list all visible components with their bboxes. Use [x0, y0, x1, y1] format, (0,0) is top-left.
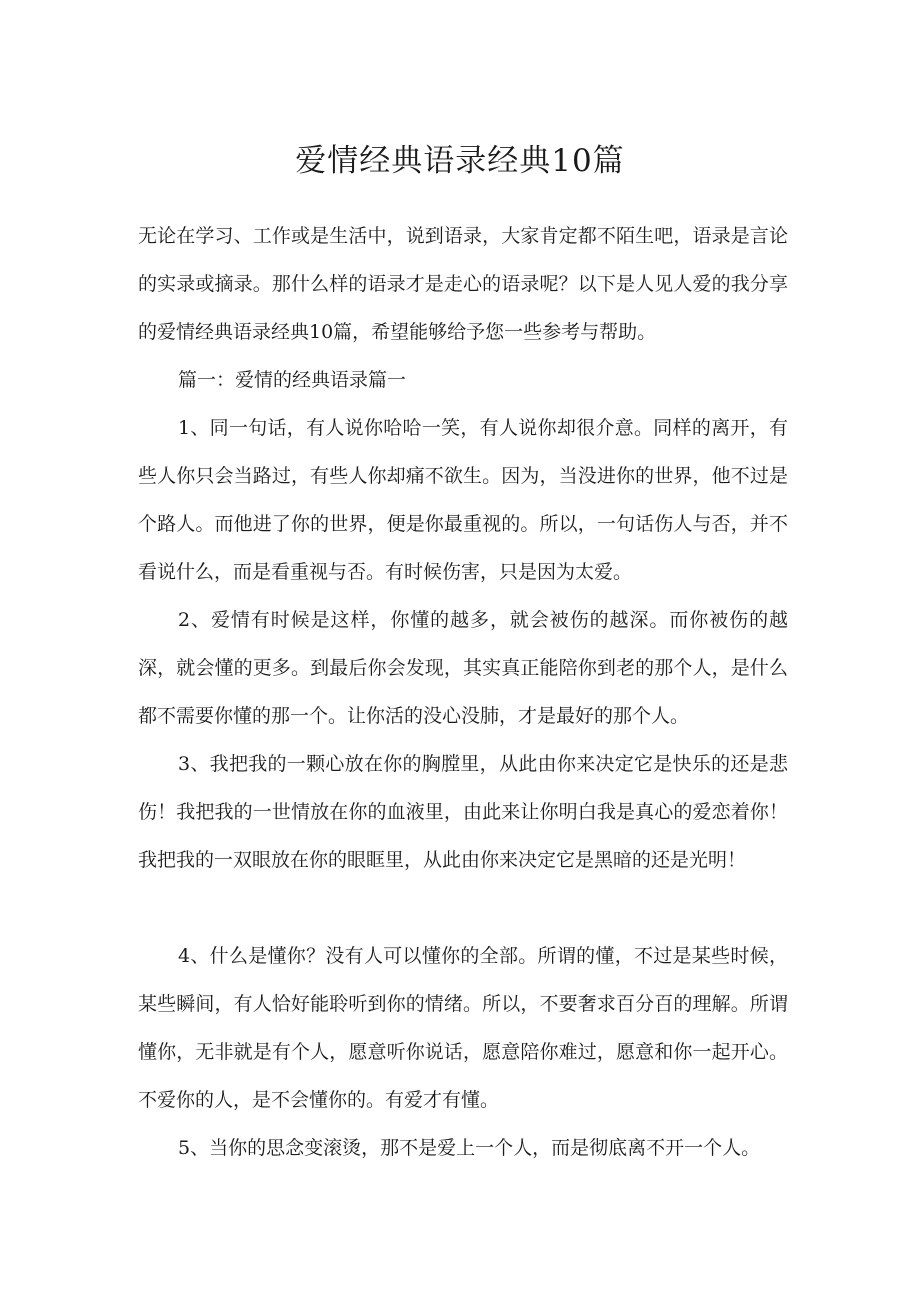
quote-item-2: 2、爱情有时候是这样，你懂的越多，就会被伤的越深。而你被伤的越深，就会懂的更多。到最后你会发现，其实真正能陪你到老的那个人，是什么都不需要你懂的那一个。让你活的没心没肺，才是最好的那个人。	[138, 609, 788, 727]
intro-paragraph: 无论在学习、工作或是生活中，说到语录，大家肯定都不陌生吧，语录是言论的实录或摘录。那什么样的语录才是走心的语录呢？以下是人见人爱的我分享的爱情经典语录经典10篇，希望能够给予您一些参考与帮助。	[138, 225, 788, 343]
quote-item-1: 1、同一句话，有人说你哈哈一笑，有人说你却很介意。同样的离开，有些人你只会当路过，有些人你却痛不欲生。因为，当没进你的世界，他不过是个路人。而他进了你的世界，便是你最重视的。所以，一句话伤人与否，并不看说什么，而是看重视与否。有时候伤害，只是因为太爱。	[138, 417, 788, 583]
quote-item-3: 3、我把我的一颗心放在你的胸膛里，从此由你来决定它是快乐的还是悲伤！我把我的一世情放在你的血液里，由此来让你明白我是真心的爱恋着你！我把我的一双眼放在你的眼眶里，从此由你来决定它是黑暗的还是光明！	[138, 753, 788, 871]
section-heading: 篇一：爱情的经典语录篇一	[178, 369, 407, 391]
document-title: 爱情经典语录经典10篇	[295, 143, 625, 179]
quote-item-4: 4、什么是懂你？没有人可以懂你的全部。所谓的懂，不过是某些时候，某些瞬间，有人恰好能聆听到你的情绪。所以，不要奢求百分百的理解。所谓懂你，无非就是有个人，愿意听你说话，愿意陪你难过，愿意和你一起开心。不爱你的人，是不会懂你的。有爱才有懂。	[138, 945, 788, 1111]
quote-item-5: 5、当你的思念变滚烫，那不是爱上一个人，而是彻底离不开一个人。	[178, 1137, 761, 1159]
